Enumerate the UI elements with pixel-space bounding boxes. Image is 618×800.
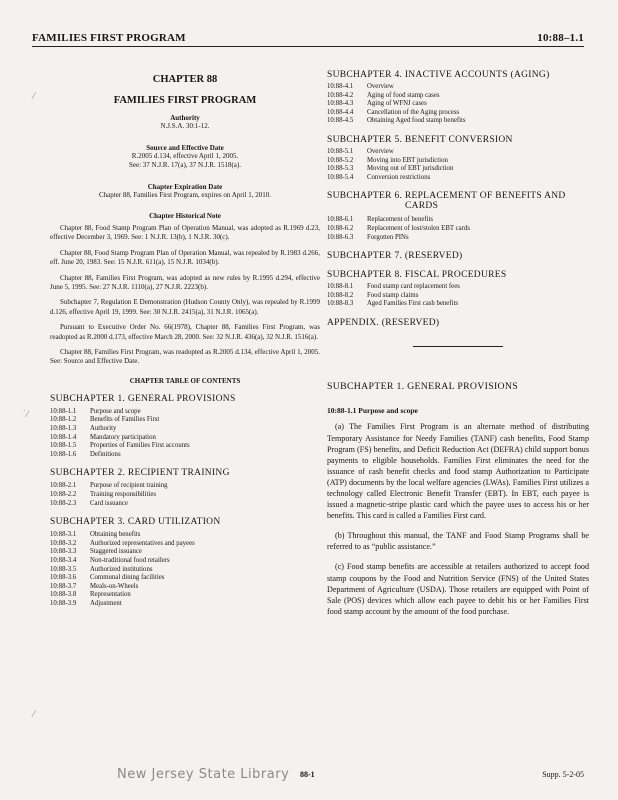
toc-entry[interactable] (327, 92, 589, 101)
toc-list (327, 283, 589, 309)
toc-heading: CHAPTER TABLE OF CONTENTS (129, 376, 241, 385)
toc-entry-title: Purpose and scope (90, 407, 141, 415)
chapter-title: FAMILIES FIRST PROGRAM (113, 95, 257, 106)
toc-entry-number: 10:88-3.7 (50, 582, 77, 590)
toc-entry-number: 10:88-1.1 (50, 407, 77, 415)
expiration-text: Chapter 88, Families First Program, expires on April 1, 2010. (98, 190, 272, 199)
toc-entry-number: 10:88-8.1 (327, 283, 354, 291)
toc-entry[interactable] (50, 531, 320, 540)
toc-entry-title: Staggered issuance (90, 548, 142, 556)
toc-entry-title: Benefits of Families First (90, 416, 160, 424)
toc-entry-number: 10:88-3.5 (50, 565, 77, 573)
toc-entry-number: 10:88-8.2 (327, 291, 354, 299)
toc-entry[interactable] (50, 557, 320, 566)
toc-entry[interactable] (327, 225, 589, 234)
toc-entry-title: Non-traditional food retailers (90, 557, 170, 564)
toc-entry[interactable] (327, 234, 589, 243)
margin-mark: ⁄ (33, 710, 35, 720)
toc-list (50, 531, 320, 608)
toc-entry-title: Obtaining Aged food stamp benefits (367, 117, 466, 125)
toc-entry-title: Mandatory participation (90, 433, 156, 441)
toc-entry-number: 10:88-2.2 (50, 491, 77, 499)
toc-entry[interactable] (50, 566, 320, 575)
toc-entry-title: Communal dining facilities (90, 574, 165, 582)
toc-entry[interactable] (327, 83, 589, 92)
toc-entry[interactable] (327, 300, 589, 309)
library-watermark: New Jersey State Library (117, 767, 290, 782)
toc-entry-number: 10:88-5.3 (327, 165, 354, 173)
toc-entry[interactable] (327, 148, 589, 157)
left-column (50, 74, 320, 609)
toc-entry-title: Moving into EBT jurisdiction (367, 156, 448, 164)
supplement-date: Supp. 5-2-05 (542, 770, 584, 779)
source-line: See: 37 N.J.R. 17(a), 37 N.J.R. 1518(a). (129, 161, 241, 169)
toc-entry-title: Representation (90, 591, 131, 599)
toc-entry-number: 10:88-1.5 (50, 442, 77, 450)
toc-entry-title: Card issuance (90, 499, 128, 507)
running-header (32, 30, 584, 47)
toc-entry-title: Conversion restrictions (367, 173, 431, 181)
toc-entry[interactable] (327, 174, 589, 183)
toc-entry-number: 10:88-1.4 (50, 433, 77, 441)
body-paragraph: (b) Throughout this manual, the TANF and Food Stamp Programs shall be referred to as “public assistance.” (327, 531, 589, 552)
toc-entry[interactable] (327, 216, 589, 225)
appendix-heading: APPENDIX. (RESERVED) (327, 317, 440, 328)
toc-entry-number: 10:88-4.2 (327, 91, 354, 99)
toc-entry-title: Aging of WFNJ cases (367, 100, 427, 108)
toc-entry[interactable] (50, 574, 320, 583)
toc-entry[interactable] (50, 416, 320, 425)
toc-entry-number: 10:88-3.2 (50, 539, 77, 547)
toc-entry-number: 10:88-6.3 (327, 233, 354, 241)
toc-list (327, 216, 589, 242)
toc-entry[interactable] (327, 165, 589, 174)
toc-entry-title: Purpose of recipient training (90, 482, 168, 490)
toc-entry-number: 10:88-3.8 (50, 591, 77, 599)
toc-entry[interactable] (50, 500, 320, 509)
toc-entry-title: Food stamp card replacement fees (367, 283, 460, 291)
toc-entry-number: 10:88-4.5 (327, 117, 354, 125)
toc-entry-number: 10:88-3.1 (50, 531, 77, 539)
toc-subchapter-heading: SUBCHAPTER 8. FISCAL PROCEDURES (327, 270, 507, 281)
toc-entry-title: Forgotten PINs (367, 233, 409, 241)
body-paragraph: (a) The Families First Program is an alternate method of distributing Temporary Assistance for Needy Families (TANF) cash benefits, Food Stamp Program (FS) benefits, and Deficit Reduction Act (DEFRA) child support bonus payments to eligible households. Families First eliminates the need for the issuance of cash benefit checks and food stamp Authorization to Participate (ATP) documents by the local welfare agencies (LWAs). Families First utilizes a technology called Electronic Benefit Transfer (EBT). In EBT, each payee is issued a magnetic-stripe plastic card which the payee uses to access his or her benefits. This card is called a Families First card. (327, 422, 589, 521)
toc-entry-title: Adjustment (90, 599, 122, 607)
toc-list (50, 482, 320, 508)
history-paragraph: Subchapter 7, Regulation E Demonstration (Hudson County Only), was repealed by R.1999 d.126, effective April 19, 1999. See: 30 N.J.R. 2415(a), 31 N.J.R. 1065(a). (50, 298, 320, 316)
toc-list (327, 148, 589, 182)
margin-mark: ˙⁄ (22, 410, 29, 420)
toc-entry-title: Aging of food stamp cases (367, 91, 440, 99)
source-line: R.2005 d.134, effective April 1, 2005. (131, 151, 239, 160)
toc-entry-number: 10:88-3.6 (50, 574, 77, 582)
toc-entry-title: Properties of Families First accounts (90, 442, 190, 450)
toc-entry[interactable] (50, 600, 320, 609)
toc-entry-number: 10:88-5.2 (327, 156, 354, 164)
toc-entry-title: Authorized institutions (90, 565, 153, 573)
toc-entry[interactable] (50, 451, 320, 460)
toc-entry-number: 10:88-1.3 (50, 425, 77, 433)
body-paragraph: (c) Food stamp benefits are accessible at retailers authorized to accept food stamp coupons by the Food and Nutrition Service (FNS) of the United States Department of Agriculture (USDA). Those retailers are equipped with Point of Sale (POS) devices which allow each payee to debit his or her Families First food stamp account by the amount of the food purchase. (327, 562, 589, 616)
toc-list (327, 83, 589, 126)
toc-entry-title: Overview (367, 83, 394, 90)
toc-entry-number: 10:88-6.1 (327, 216, 354, 224)
right-column (327, 70, 589, 626)
toc-entry[interactable] (50, 583, 320, 592)
toc-entry-title: Authorized representatives and payees (90, 539, 195, 547)
toc-entry[interactable] (50, 434, 320, 443)
toc-entry-title: Meals-on-Wheels (90, 582, 139, 590)
toc-entry[interactable] (50, 408, 320, 417)
toc-subchapter-heading: SUBCHAPTER 5. BENEFIT CONVERSION (327, 134, 513, 145)
chapter-number: CHAPTER 88 (152, 74, 218, 85)
toc-entry[interactable] (50, 491, 320, 500)
toc-entry-number: 10:88-2.1 (50, 482, 77, 490)
header-section-number: 10:88–1.1 (537, 32, 584, 44)
toc-entry-number: 10:88-4.1 (327, 83, 354, 90)
toc-entry-number: 10:88-3.3 (50, 548, 77, 556)
history-paragraph: Chapter 88, Food Stamp Program Plan of Operation Manual, was repealed by R.1983 d.266, eff. June 20, 1983. See: 15 N.J.R. 611(a), 15 N.J.R. 1034(b). (50, 248, 320, 267)
toc-entry-title: Obtaining benefits (90, 531, 141, 539)
toc-entry-title: Aged Families First cash benefits (367, 300, 458, 308)
toc-subchapter-heading: SUBCHAPTER 2. RECIPIENT TRAINING (50, 468, 230, 479)
toc-entry[interactable] (50, 482, 320, 491)
toc-entry-number: 10:88-5.4 (327, 173, 354, 181)
toc-entry[interactable] (50, 548, 320, 557)
history-paragraph: Pursuant to Executive Order No. 66(1978), Chapter 88, Families First Program, was readopted as R.2000 d.173, effective March 28, 2000. See: 32 N.J.R. 436(a), 32 N.J.R. 1516(a). (50, 323, 320, 341)
toc-entry-number: 10:88-3.9 (50, 599, 77, 607)
section-title: SUBCHAPTER 1. GENERAL PROVISIONS (327, 381, 519, 393)
toc-entry-title: Overview (367, 147, 394, 155)
toc-entry-number: 10:88-5.1 (327, 147, 354, 155)
toc-entry[interactable] (327, 117, 589, 126)
toc-entry-title: Replacement of lost/stolen EBT cards (367, 224, 470, 232)
margin-mark: ⁄ (33, 92, 35, 102)
toc-entry-number: 10:88-6.2 (327, 224, 354, 232)
toc-subchapter-heading: SUBCHAPTER 7. (RESERVED) (327, 251, 463, 262)
historical-heading: Chapter Historical Note (149, 212, 221, 220)
toc-entry-number: 10:88-1.2 (50, 416, 77, 424)
toc-entry-title: Replacement of benefits (367, 216, 434, 224)
toc-entry-number: 10:88-4.4 (327, 108, 354, 116)
toc-entry-title: Cancellation of the Aging process (367, 108, 460, 116)
toc-entry[interactable] (50, 591, 320, 600)
toc-entry-number: 10:88-3.4 (50, 557, 77, 564)
toc-entry-number: 10:88-1.6 (50, 450, 77, 458)
history-paragraph: Chapter 88, Families First Program, was adopted as new rules by R.1995 d.294, effective June 5, 1995. See: 27 N.J.R. 1110(a), 27 N.J.R. 2223(b). (50, 273, 320, 292)
authority-heading: Authority (170, 114, 200, 122)
toc-entry[interactable] (327, 283, 589, 292)
toc-entry[interactable] (327, 292, 589, 301)
toc-entry[interactable] (327, 100, 589, 109)
toc-subchapter-heading: SUBCHAPTER 1. GENERAL PROVISIONS (50, 393, 236, 404)
toc-subchapter-heading: SUBCHAPTER 6. REPLACEMENT OF BENEFITS AND CARDS (327, 191, 566, 212)
authority-text: N.J.S.A. 30:1-12. (160, 122, 210, 130)
toc-entry-number: 10:88-2.3 (50, 499, 77, 507)
toc-entry[interactable] (50, 425, 320, 434)
toc-entry-title: Moving out of EBT jurisdiction (367, 165, 454, 173)
expiration-heading: Chapter Expiration Date (147, 182, 223, 191)
toc-subchapter-heading: SUBCHAPTER 3. CARD UTILIZATION (50, 517, 221, 528)
section-divider (413, 346, 503, 348)
toc-entry[interactable] (327, 157, 589, 166)
section-subtitle: 10:88-1.1 Purpose and scope (327, 406, 418, 416)
source-heading: Source and Effective Date (146, 143, 224, 152)
toc-entry-title: Food stamp claims (367, 291, 419, 299)
toc-entry[interactable] (327, 109, 589, 118)
toc-list (50, 408, 320, 460)
toc-entry[interactable] (50, 442, 320, 451)
page-number: 88-1 (300, 770, 315, 779)
toc-entry-title: Definitions (90, 450, 121, 458)
toc-entry-title: Training responsibilities (90, 491, 157, 499)
header-title: FAMILIES FIRST PROGRAM (32, 32, 186, 44)
toc-subchapter-heading: SUBCHAPTER 4. INACTIVE ACCOUNTS (AGING) (327, 70, 550, 80)
history-paragraph: Chapter 88, Food Stamp Program Plan of Operation Manual, was adopted as R.1969 d.23, effective December 3, 1969. See: 1 N.J.R. 13(b), 1 N.J.R. 30(c). (50, 224, 320, 242)
toc-entry-title: Authority (90, 425, 117, 433)
toc-entry-number: 10:88-8.3 (327, 300, 354, 308)
toc-entry[interactable] (50, 540, 320, 549)
toc-entry-number: 10:88-4.3 (327, 100, 354, 108)
history-paragraph: Chapter 88, Families First Program, was readopted as R.2005 d.134, effective April 1, 2005. See: Source and Effective Date. (50, 348, 320, 366)
